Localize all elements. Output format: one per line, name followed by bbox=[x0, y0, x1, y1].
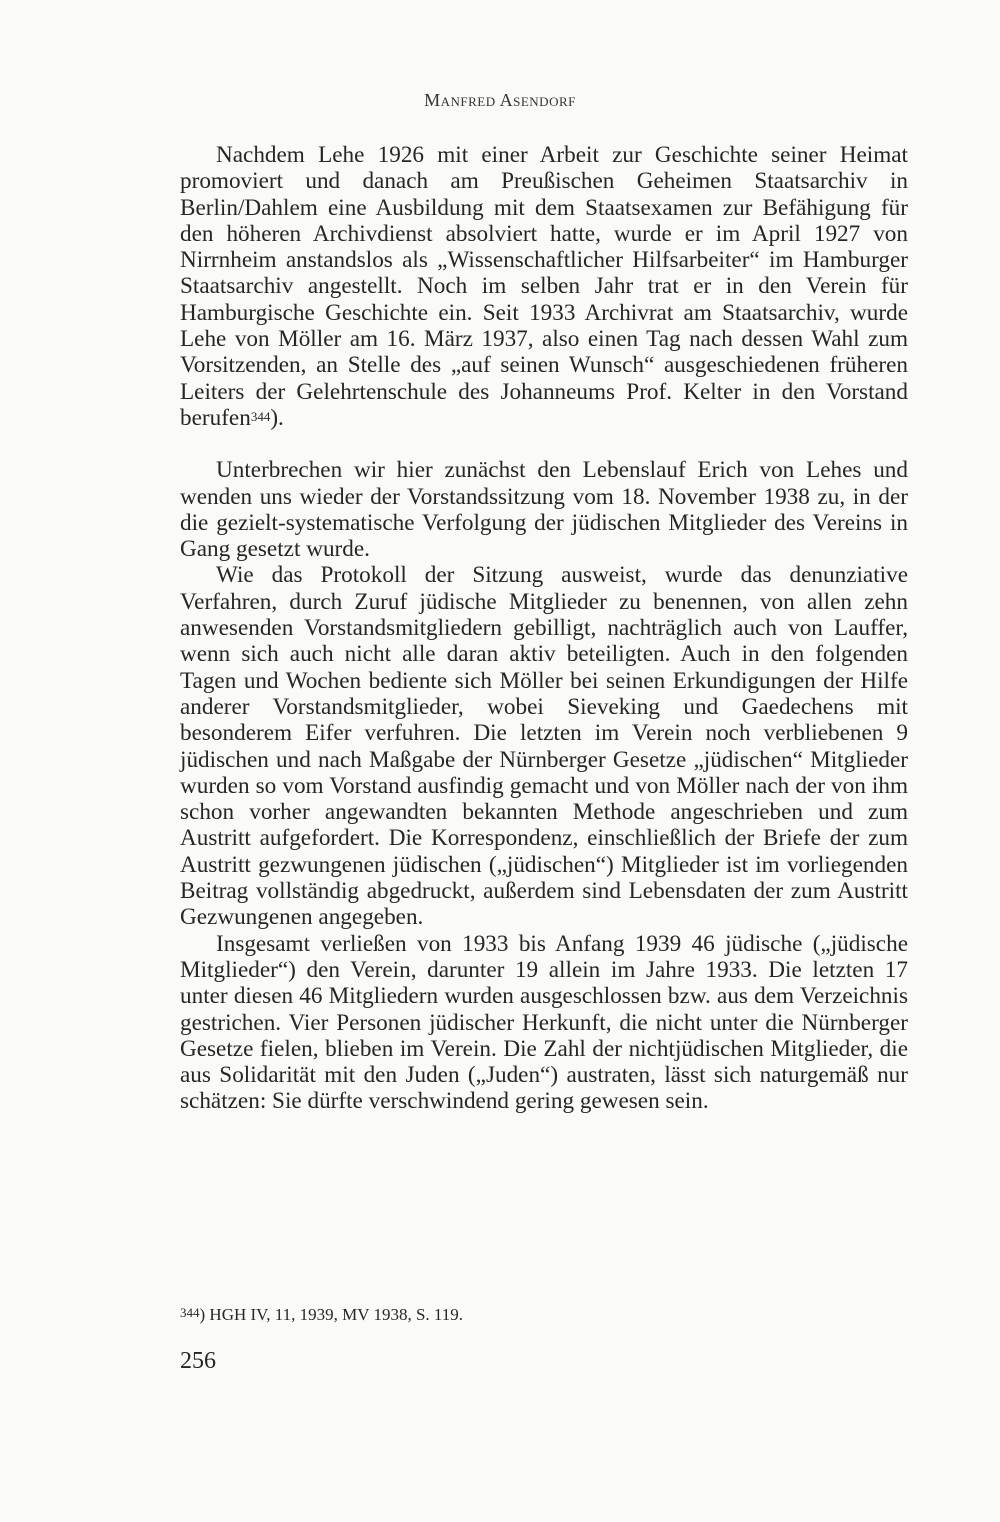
paragraph-1-text: Nachdem Lehe 1926 mit einer Arbeit zur Geschichte seiner Heimat promoviert und danach am Preußischen Geheimen Staatsarchiv in Berlin/Dahlem eine Ausbildung mit dem Staatsexamen zur Befähigung für den höheren Archivdienst absolviert hatte, wurde er im April 1927 von Nirrnheim anstandslos als „Wissenschaftlicher Hilfsarbeiter“ im Hamburger Staatsarchiv angestellt. Noch im selben Jahr trat er in den Verein für Hamburgische Geschichte ein. Seit 1933 Archivrat am Staatsarchiv, wurde Lehe von Möller am 16. März 1937, also einen Tag nach dessen Wahl zum Vorsitzenden, an Stelle des „auf seinen Wunsch“ ausgeschiedenen früheren Leiters der Gelehrtenschule des Johanneums Prof. Kelter in den Vorstand berufen bbox=[180, 142, 908, 431]
body-text bbox=[180, 142, 908, 1115]
paragraph-4: Insgesamt verließen von 1933 bis Anfang 1939 46 jüdische („jüdische Mitglieder“) den Verein, darunter 19 allein im Jahre 1933. Die letzten 17 unter diesen 46 Mitgliedern wurden ausgeschlossen bzw. aus dem Verzeichnis gestrichen. Vier Personen jüdischer Herkunft, die nicht unter die Nürnberger Gesetze fielen, blieben im Verein. Die Zahl der nichtjüdischen Mitglieder, die aus Solidarität mit den Juden („Juden“) austraten, lässt sich naturgemäß nur schätzen: Sie dürfte verschwindend gering gewesen sein. bbox=[180, 930, 908, 1115]
paragraph-1 bbox=[180, 142, 908, 431]
footnote-344 bbox=[180, 1302, 908, 1326]
paragraph-1-tail: ). bbox=[270, 404, 284, 431]
paragraph-3: Wie das Protokoll der Sitzung ausweist, wurde das denunziative Verfahren, durch Zuruf jüdische Mitglieder zu benennen, von allen zehn anwesenden Vorstandsmitgliedern gebilligt, nachträglich auch von Lauffer, wenn sich auch nicht alle daran aktiv beteiligten. Auch in den folgenden Tagen und Wochen bediente sich Möller bei seinen Erkundigungen der Hilfe anderer Vorstandsmitglieder, wobei Sieveking und Gaedechens mit besonderem Eifer verfuhren. Die letzten im Verein noch verbliebenen 9 jüdischen und nach Maßgabe der Nürnberger Gesetze „jüdischen“ Mitglieder wurden so vom Vorstand ausfindig gemacht und von Möller nach der von ihm schon vorher angewandten bekannten Methode angeschrieben und zum Austritt aufgefordert. Die Korrespondenz, einschließlich der Briefe der zum Austritt gezwungenen jüdischen („jüdischen“) Mitglieder ist im vorliegenden Beitrag vollständig abgedruckt, außerdem sind Lebensdaten der zum Austritt Gezwungenen angegeben. bbox=[180, 562, 908, 931]
footnote-reference-344[interactable]: 344 bbox=[250, 408, 271, 424]
paragraph-2: Unterbrechen wir hier zunächst den Lebenslauf Erich von Lehes und wenden uns wieder der Vorstandssitzung vom 18. November 1938 zu, in der die gezielt-systematische Verfolgung der jüdischen Mitglieder des Vereins in Gang gesetzt wurde. bbox=[180, 457, 908, 563]
page-number: 256 bbox=[180, 1348, 216, 1374]
footnote-text: ) HGH IV, 11, 1939, MV 1938, S. 119. bbox=[199, 1305, 464, 1324]
running-head: Manfred Asendorf bbox=[424, 90, 576, 110]
footnote-mark: 344 bbox=[180, 1305, 200, 1320]
